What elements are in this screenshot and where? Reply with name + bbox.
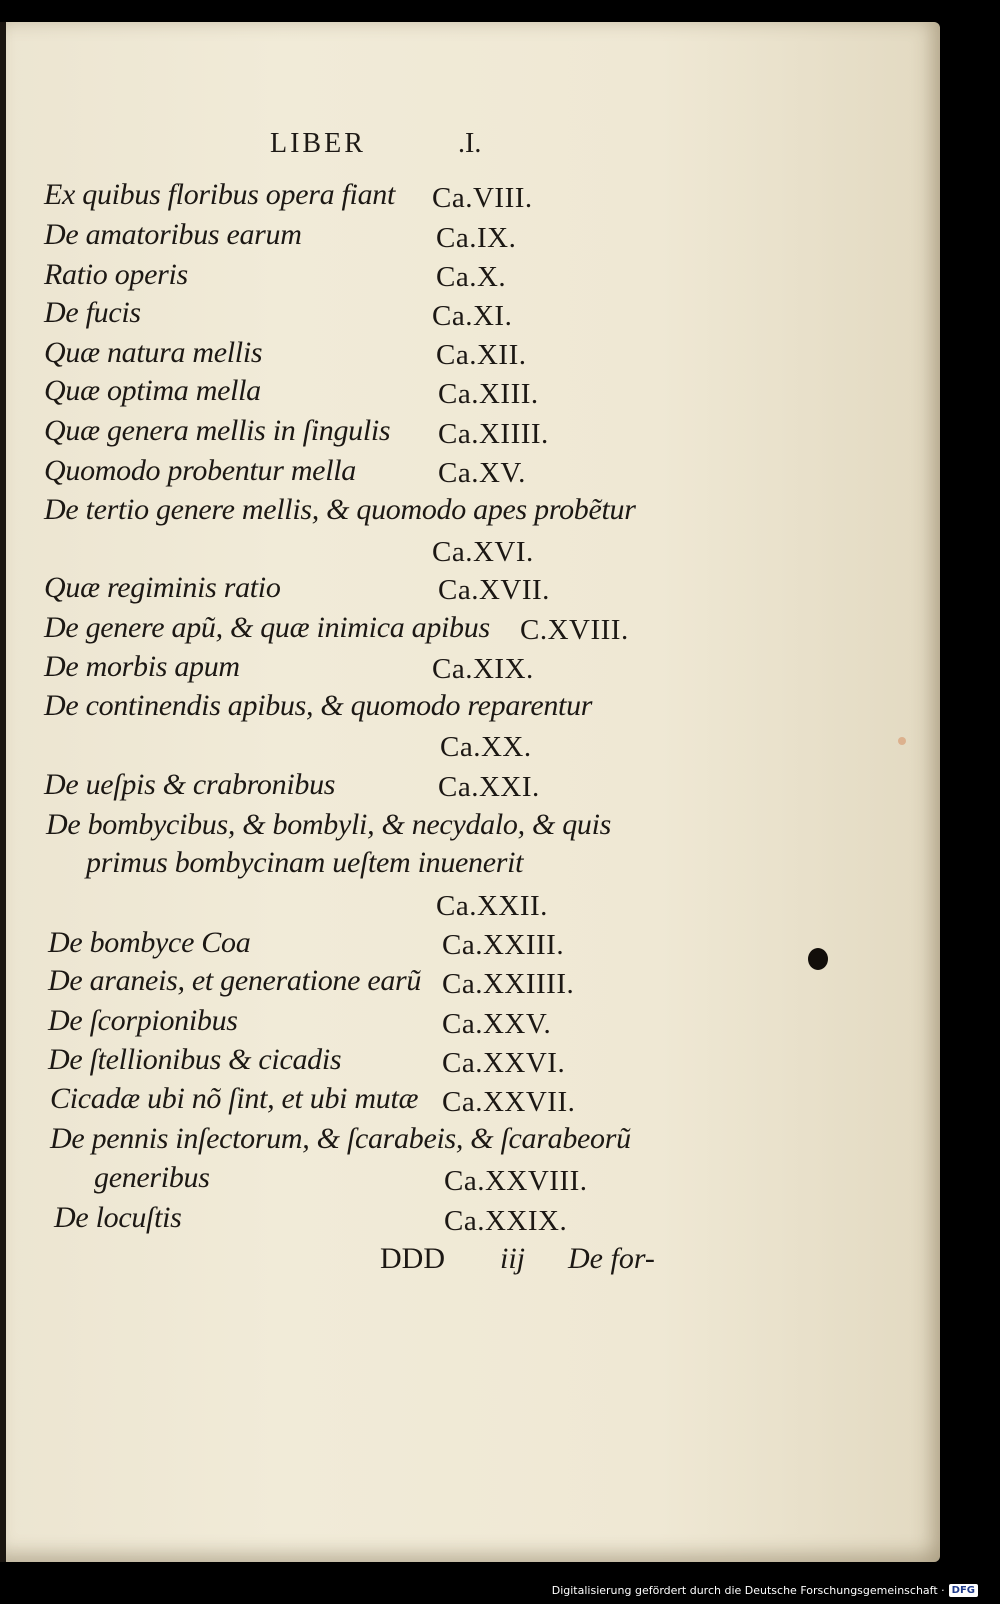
toc-entry-chapter: Ca.IX. xyxy=(436,222,517,254)
toc-entry-chapter: Ca.XI. xyxy=(432,300,513,332)
toc-entry-chapter: Ca.XXIIII. xyxy=(442,968,575,1000)
toc-entry-chapter: Ca.XXI. xyxy=(438,771,540,803)
toc-entry-title: Quæ regiminis ratio xyxy=(44,571,281,604)
toc-entry-chapter: Ca.XXVII. xyxy=(442,1086,576,1118)
toc-entry-title: Ex quibus floribus opera fiant xyxy=(44,178,396,211)
toc-entry-chapter: Ca.XXV. xyxy=(442,1008,552,1040)
toc-entry-chapter: Ca.XXIII. xyxy=(442,929,565,961)
toc-entry-title: De continendis apibus, & quomodo reparentur xyxy=(44,689,593,722)
signature-mark: DDD xyxy=(380,1242,445,1275)
leaf-number: iij xyxy=(500,1242,526,1275)
toc-entry-title: De genere apũ, & quæ inimica apibus xyxy=(44,611,490,644)
toc-entry-chapter: Ca.XV. xyxy=(438,457,526,489)
toc-entry-title: De bombyce Coa xyxy=(48,926,251,959)
toc-entry-title: De locuſtis xyxy=(54,1201,182,1234)
toc-entry-title-continued: generibus xyxy=(94,1161,210,1194)
toc-entry-title: Quomodo probentur mella xyxy=(44,454,356,487)
toc-entry-title: De fucis xyxy=(44,296,141,329)
digitization-credit xyxy=(552,1580,978,1600)
toc-entry-title: De tertio genere mellis, & quomodo apes probẽtur xyxy=(44,493,636,526)
toc-entry-chapter: Ca.VIII. xyxy=(432,182,533,214)
catchword: De for- xyxy=(568,1242,655,1275)
toc-entry-chapter: Ca.XVI. xyxy=(432,536,534,568)
toc-entry-chapter: Ca.X. xyxy=(436,261,507,293)
toc-entry-title: De ueſpis & crabronibus xyxy=(44,768,336,801)
dfg-logo-icon: DFG xyxy=(949,1584,978,1597)
running-title: LIBER xyxy=(270,128,366,159)
credit-text: Digitalisierung gefördert durch die Deutsche Forschungsgemeinschaft · xyxy=(551,1583,945,1597)
toc-entry-chapter: C.XVIII. xyxy=(520,614,629,646)
toc-entry-title-continued: primus bombycinam ueſtem inuenerit xyxy=(86,846,524,879)
toc-entry-title: De bombycibus, & bombyli, & necydalo, & quis xyxy=(46,808,612,841)
toc-entry-title: Cicadæ ubi nõ ſint, et ubi mutæ xyxy=(50,1082,419,1115)
toc-entry-title: De araneis, et generatione earũ xyxy=(48,964,422,997)
toc-entry-chapter: Ca.XXIX. xyxy=(444,1205,568,1237)
toc-entry-title: Quæ genera mellis in ſingulis xyxy=(44,414,391,447)
toc-entry-title: De ſcorpionibus xyxy=(48,1004,238,1037)
toc-entry-chapter: Ca.XII. xyxy=(436,339,527,371)
toc-entry-title: Ratio operis xyxy=(44,258,188,291)
toc-entry-chapter: Ca.XX. xyxy=(440,731,532,763)
toc-entry-chapter: Ca.XVII. xyxy=(438,574,550,606)
toc-entry-chapter: Ca.XIII. xyxy=(438,378,539,410)
book-number: .I. xyxy=(458,128,482,159)
paper-stain xyxy=(898,737,906,745)
toc-entry-title: De amatoribus earum xyxy=(44,218,302,251)
toc-entry-title: De ſtellionibus & cicadis xyxy=(48,1043,342,1076)
toc-entry-chapter: Ca.XXVI. xyxy=(442,1047,566,1079)
toc-entry-title: Quæ natura mellis xyxy=(44,336,263,369)
toc-entry-chapter: Ca.XIIII. xyxy=(438,418,549,450)
toc-entry-chapter: Ca.XIX. xyxy=(432,653,534,685)
toc-entry-title: Quæ optima mella xyxy=(44,374,261,407)
toc-entry-chapter: Ca.XXII. xyxy=(436,890,548,922)
toc-entry-chapter: Ca.XXVIII. xyxy=(444,1165,588,1197)
toc-entry-title: De pennis inſectorum, & ſcarabeis, & ſcarabeorũ xyxy=(50,1122,631,1155)
toc-entry-title: De morbis apum xyxy=(44,650,240,683)
ink-blot xyxy=(808,948,828,970)
